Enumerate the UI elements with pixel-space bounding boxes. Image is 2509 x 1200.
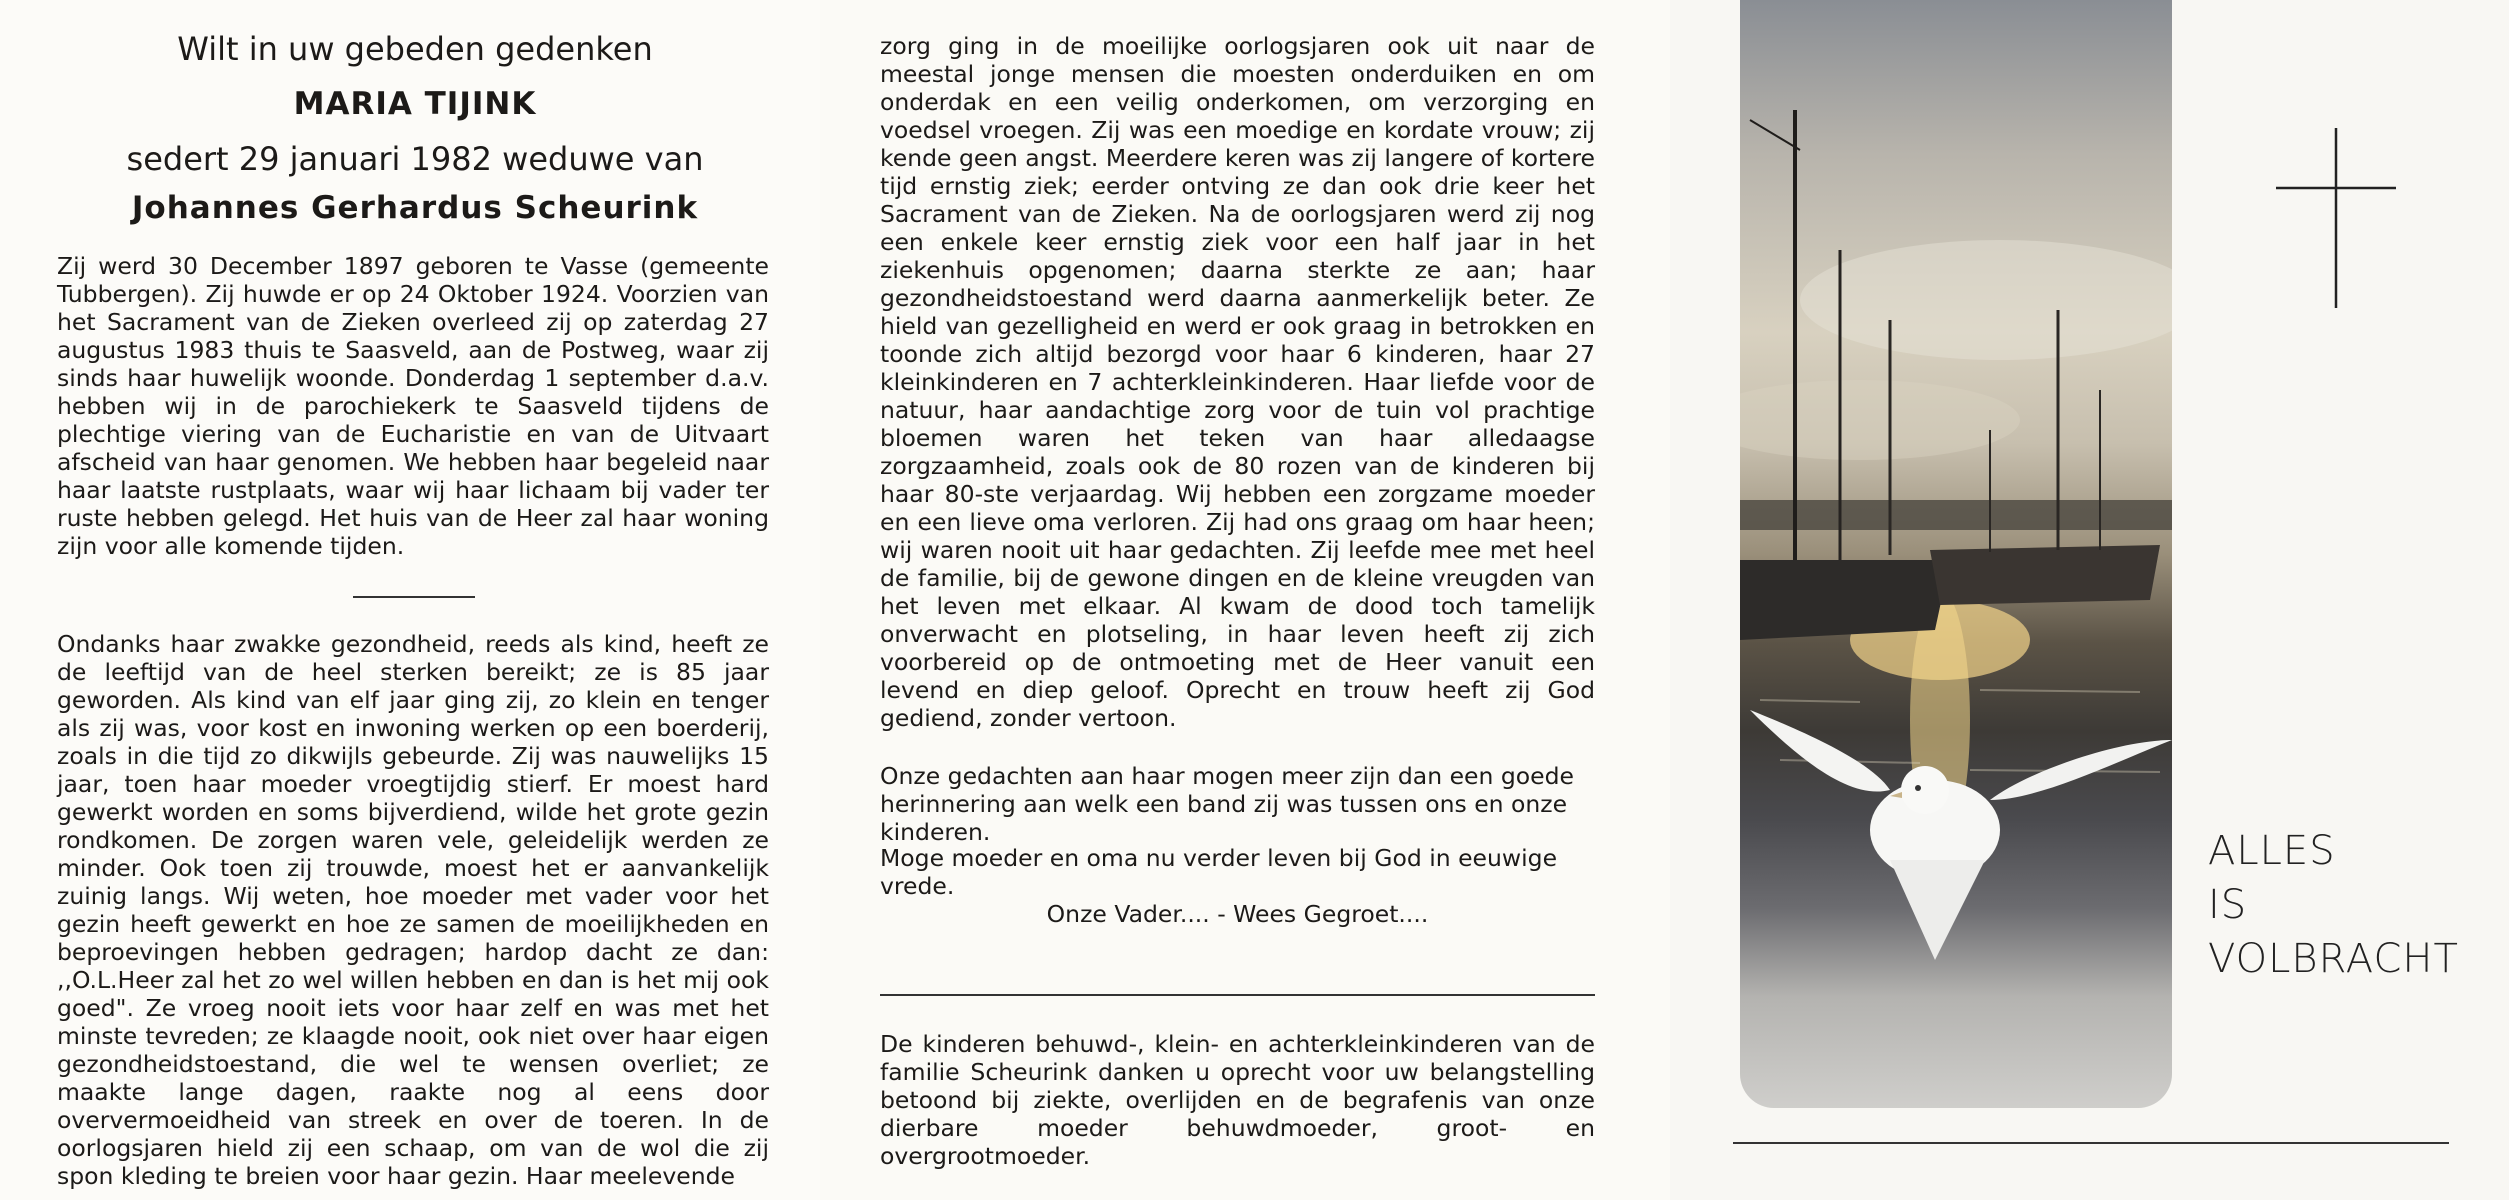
cover-text — [2208, 824, 2459, 986]
biography-paragraph-2: Ondanks haar zwakke gezondheid, reeds als kind, heeft ze de leeftijd van de heel sterken bereikt; ze is 85 jaar geworden. Als kind van elf jaar ging zij, zo klein en tenger als zij was, voor kost en inwoning werken op een boerderij, zoals in die tijd zo dikwijls gebeurde. Zij was nauwelijks 15 jaar, toen haar moeder vroegtijdig stierf. Er moest hard gewerkt worden en soms bijverdiend, wilde het grote gezin rondkomen. De zorgen waren vele, geleidelijk werden ze minder. Ook toen zij trouwde, moest het er aanvankelijk zuinig langs. Wij weten, hoe moeder met vader voor het gezin heeft gewerkt en hoe ze samen de moeilijkheden en beproevingen hebben gedragen; hardop dacht ze dan: ,,O.L.Heer zal het zo wel willen hebben en dan is het mij ook goed". Ze vroeg nooit iets voor haar zelf en was met het minste tevreden; ze klaagde nooit, ook niet over haar eigen gezondheidstoestand, die wel te wensen overliet; ze maakte lange dagen, raakte nog al eens door oververmoeidheid van streek en over de toeren. In de oorlogsjaren hield zij een schaap, om van de wol die zij spon kleding te breien voor haar gezin. Haar meelevende — [57, 630, 769, 1190]
cover-line-1: ALLES — [2208, 828, 2336, 874]
section-divider — [353, 596, 475, 598]
widow-line: sedert 29 januari 1982 weduwe van — [126, 140, 704, 178]
biography-paragraph-3: zorg ging in de moeilijke oorlogsjaren ook uit naar de meestal jonge mensen die moesten onderduiken en om onderdak en een veilig onderkomen, om verzorging en voedsel vroegen. Zij was een moedige en kordate vrouw; zij kende geen angst. Meerdere keren was zij langere of kortere tijd ernstig ziek; eerder ontving ze dan ook drie keer het Sacrament van de Zieken. Na de oorlogsjaren werd zij nog een enkele keer ernstig ziek voor een half jaar in het ziekenhuis opgenomen; daarna sterkte ze aan; haar gezondheidstoestand werd daarna aanmerkelijk beter. Ze hield van gezelligheid en werd er ook graag in betrokken en toonde zich altijd bezorgd voor haar 6 kinderen, haar 27 kleinkinderen en 7 achterkleinkinderen. Haar liefde voor de natuur, haar aandachtige zorg voor de tuin vol prachtige bloemen waren het teken van haar alledaagse zorgzaamheid, zoals ook de 80 rozen van de kinderen bij haar 80-ste verjaardag. Wij hebben een zorgzame moeder en een lieve oma verloren. Zij had ons graag om haar heen; wij waren nooit uit haar gedachten. Zij leefde mee met heel de familie, bij de gewone dingen en de kleine vreugden van het leven met elkaar. Al kwam de dood toch tamelijk onverwacht en plotseling, in haar leven heeft zij zich voorbereid op de ontmoeting met de Heer vanuit een levend en diep geloof. Oprecht en trouw heeft zij God gediend, zonder vertoon. — [880, 32, 1595, 732]
cover-line-2: IS — [2208, 882, 2248, 928]
deceased-name: MARIA TIJINK — [293, 86, 537, 122]
prayers-line: Onze Vader.... - Wees Gegroet.... — [1046, 900, 1429, 928]
harbor-scene-illustration — [1740, 0, 2172, 1108]
intro-heading: Wilt in uw gebeden gedenken — [177, 30, 653, 68]
biography-paragraph-1: Zij werd 30 December 1897 geboren te Vasse (gemeente Tubbergen). Zij huwde er op 24 Oktober 1924. Voorzien van het Sacrament van de Zieken overleed zij op zaterdag 27 augustus 1983 thuis te Saasveld, aan de Postweg, waar zij sinds haar huwelijk woonde. Donderdag 1 september d.a.v. hebben wij in de parochiekerk te Saasveld tijdens de plechtige viering van de Eucharistie en van de Uitvaart afscheid van haar genomen. We hebben haar begeleid naar haar laatste rustplaats, waar wij haar lichaam bij vader ter ruste hebben gelegd. Het huis van de Heer zal haar woning zijn voor alle komende tijden. — [57, 252, 769, 560]
card-panel-left — [0, 0, 820, 1200]
spouse-name: Johannes Gerhardus Scheurink — [131, 190, 699, 226]
cross-icon — [2276, 128, 2396, 308]
cover-bottom-rule — [1733, 1142, 2449, 1144]
card-panel-middle — [820, 0, 1670, 1200]
family-thanks: De kinderen behuwd-, klein- en achterkleinkinderen van de familie Scheurink danken u oprecht voor uw belangstelling betoond bij ziekte, overlijden en de begrafenis van onze dierbare moeder behuwdmoeder, groot- en overgrootmoeder. — [880, 1030, 1595, 1170]
closing-blessing: Moge moeder en oma nu verder leven bij God in eeuwige vrede. — [880, 844, 1558, 900]
section-divider — [880, 994, 1595, 996]
cover-line-3: VOLBRACHT — [2208, 936, 2459, 982]
closing-remembrance: Onze gedachten aan haar mogen meer zijn dan een goede herinnering aan welk een band zij was tussen ons en onze kinderen. — [880, 762, 1574, 846]
harbor-sunset-photo — [1740, 0, 2172, 1108]
